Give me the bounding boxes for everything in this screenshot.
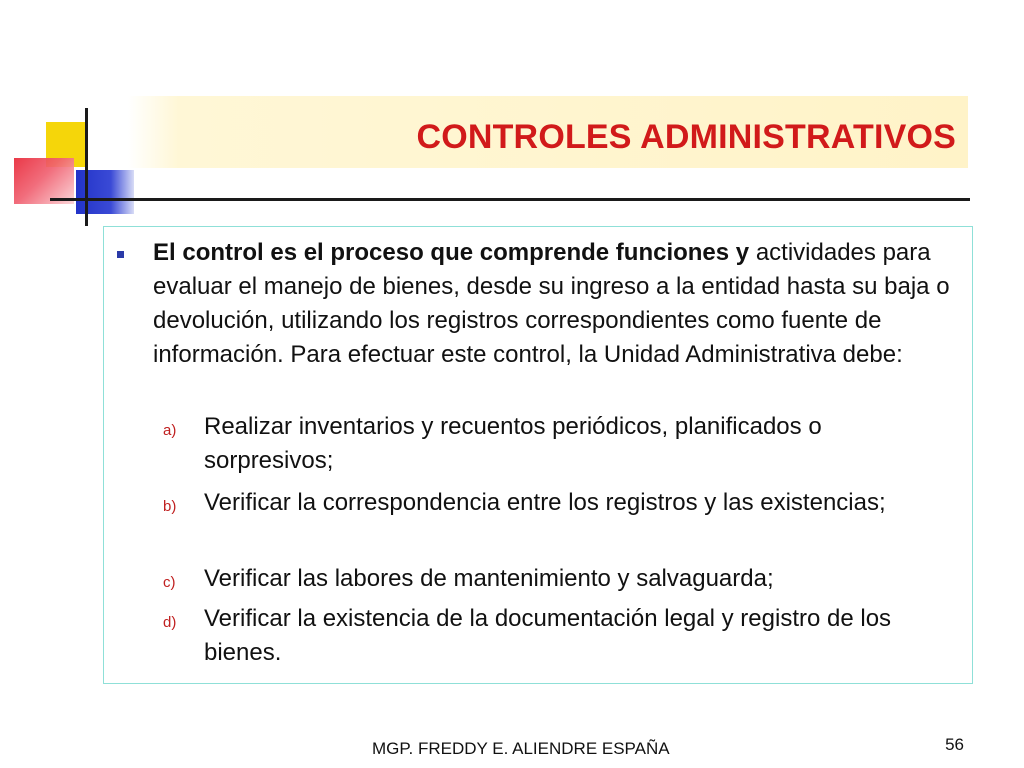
footer-author: MGP. FREDDY E. ALIENDRE ESPAÑA [372, 739, 670, 758]
sub-item-a [163, 410, 953, 478]
page-number: 56 [945, 735, 964, 754]
bullet-marker [117, 251, 124, 258]
slide-title: CONTROLES ADMINISTRATIVOS [416, 118, 956, 156]
logo-vertical-line [85, 108, 88, 226]
main-bullet-rest: actividades para evaluar el manejo de bienes, desde su ingreso a la entidad hasta su baja o devolución, utilizando los registros correspondientes como fuente de información. Para efectuar este control, la Unidad Administrativa debe: [153, 239, 950, 368]
sub-item-text: Verificar la existencia de la documentación legal y registro de los bienes. [204, 605, 892, 666]
sub-item-marker: b) [163, 498, 177, 515]
sub-item-c [163, 562, 953, 596]
title-underline [50, 198, 970, 201]
sub-item-d [163, 602, 953, 670]
main-bullet-text [153, 236, 963, 372]
sub-item-text: Verificar las labores de mantenimiento y salvaguarda; [204, 565, 774, 592]
sub-item-b [163, 486, 953, 520]
sub-item-text: Realizar inventarios y recuentos periódicos, planificados o sorpresivos; [204, 413, 822, 474]
sub-item-text: Verificar la correspondencia entre los registros y las existencias; [204, 489, 886, 516]
sub-item-marker: a) [163, 422, 177, 439]
sub-item-marker: c) [163, 574, 176, 591]
main-bullet-lead: El control es el proceso que comprende funciones y [153, 239, 750, 266]
sub-item-marker: d) [163, 614, 177, 631]
